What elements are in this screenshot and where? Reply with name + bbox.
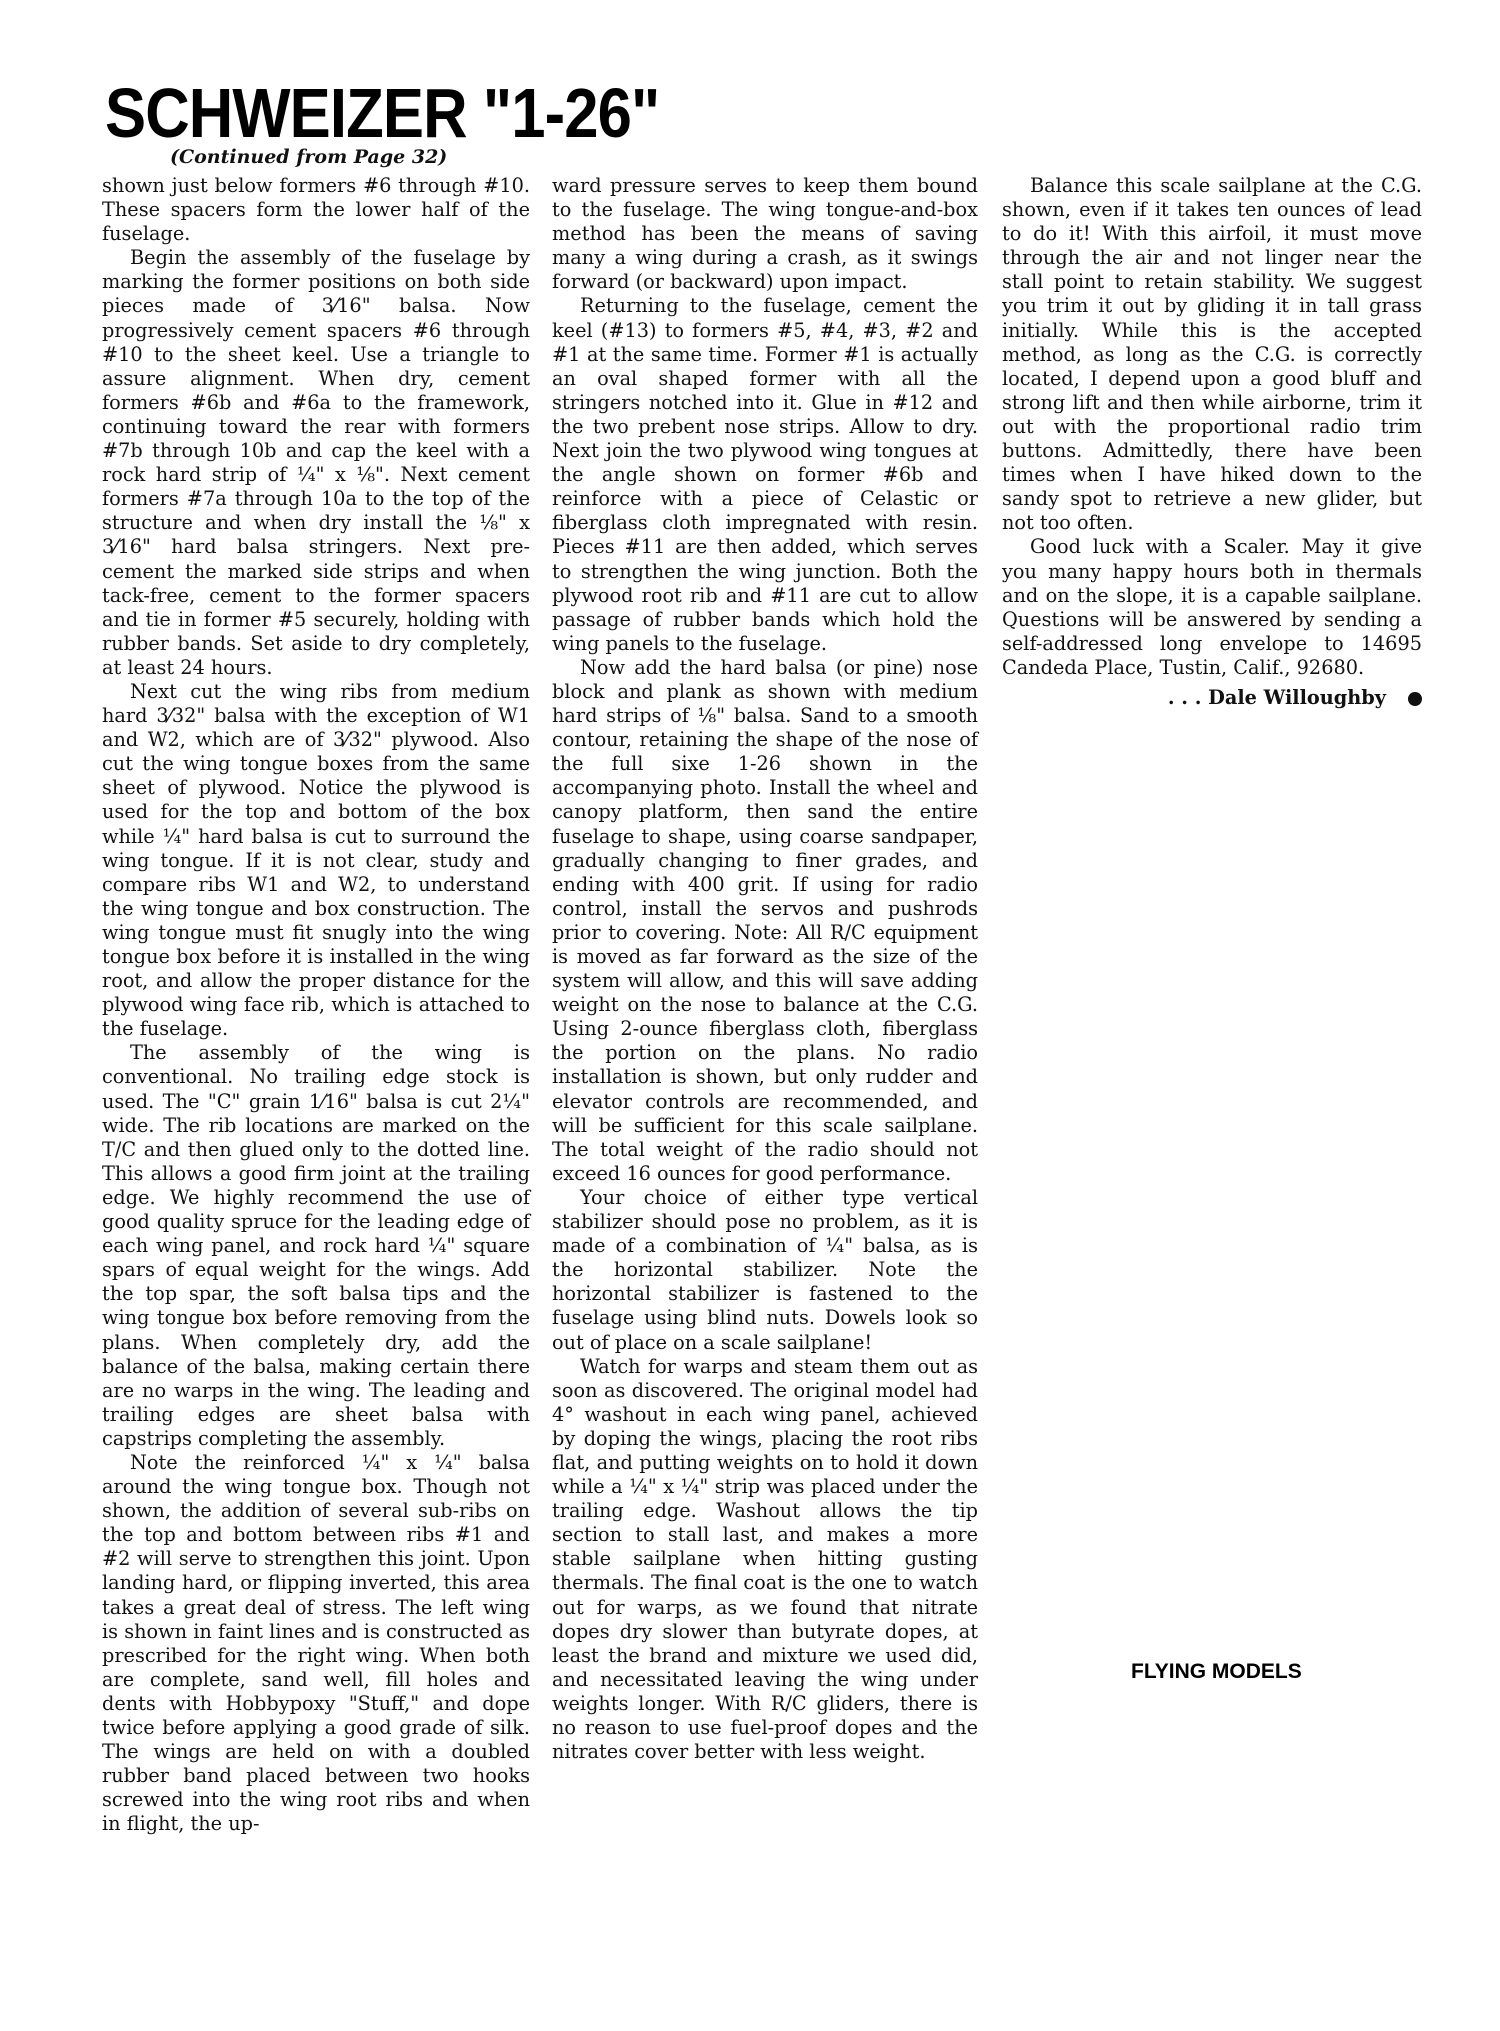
paragraph: Watch for warps and steam them out as soon as discovered. The original model had 4° washout in each wing panel, achieved by doping the wings, placing the root ribs flat, and putting weights on to hold it down while a ¼" x ¼" strip was placed under the trailing edge. Washout allows the tip section to stall last, and makes a more stable sailplane when hitting gusting thermals. The final coat is the one to watch out for warps, as we found that nitrate dopes dry slower than butyrate dopes, at least the brand and mixture we used did, and necessitated leaving the wing under weights longer. With R/C gliders, there is no reason to use fuel-proof dopes and the nitrates cover better with less weight. [552,1354,978,1764]
text-column-3 [1002,174,1422,710]
end-mark-bullet-icon [1408,692,1422,706]
paragraph: Next cut the wing ribs from medium hard 3⁄32" balsa with the exception of W1 and W2, which are of 3⁄32" plywood. Also cut the wing tongue boxes from the same sheet of plywood. Notice the plywood is used for the top and bottom of the box while ¼" hard balsa is cut to surround the wing tongue. If it is not clear, study and compare ribs W1 and W2, to understand the wing tongue and box construction. The wing tongue must fit snugly into the wing tongue box before it is installed in the wing root, and allow the proper distance for the plywood wing face rib, which is attached to the fuselage. [102,679,530,1041]
magazine-name-footer: FLYING MODELS [1131,1660,1302,1683]
text-column-1 [102,174,530,1836]
paragraph: shown just below formers #6 through #10. These spacers form the lower half of the fuselage. [102,174,530,246]
author-name: . . . Dale Willoughby [1167,685,1386,709]
paragraph: Balance this scale sailplane at the C.G. shown, even if it takes ten ounces of lead to do it! With this airfoil, it must move through the air and not linger near the stall point to retain stability. We suggest you trim it out by gliding it in tall grass initially. While this is the accepted method, as long as the C.G. is correctly located, I depend upon a good bluff and strong lift and then while airborne, trim it out with the proportional radio trim buttons. Admittedly, there have been times when I have hiked down to the sandy spot to retrieve a new glider, but not too often. [1002,174,1422,535]
paragraph: The assembly of the wing is conventional. No trailing edge stock is used. The "C" grain 1⁄16" balsa is cut 2¼" wide. The rib locations are marked on the T/C and then glued only to the dotted line. This allows a good firm joint at the trailing edge. We highly recommend the use of good quality spruce for the leading edge of each wing panel, and rock hard ¼" square spars of equal weight for the wings. Add the top spar, the soft balsa tips and the wing tongue box before removing from the plans. When completely dry, add the balance of the balsa, making certain there are no warps in the wing. The leading and trailing edges are sheet balsa with capstrips completing the assembly. [102,1041,530,1450]
paragraph: Now add the hard balsa (or pine) nose block and plank as shown with medium hard strips of ⅛" balsa. Sand to a smooth contour, retaining the shape of the nose of the full sixe 1-26 shown in the accompanying photo. Install the wheel and canopy platform, then sand the entire fuselage to shape, using coarse sandpaper, gradually changing to finer grades, and ending with 400 grit. If using for radio control, install the servos and pushrods prior to covering. Note: All R/C equipment is moved as far forward as the size of the system will allow, and this will save adding weight on the nose to balance at the C.G. Using 2-ounce fiberglass cloth, fiberglass the portion on the plans. No radio installation is shown, but only rudder and elevator controls are recommended, and will be sufficient for this scale sailplane. The total weight of the radio should not exceed 16 ounces for good performance. [552,655,978,1185]
paragraph: Begin the assembly of the fuselage by marking the former positions on both side pieces made of 3⁄16" balsa. Now progressively cement spacers #6 through #10 to the sheet keel. Use a triangle to assure alignment. When dry, cement formers #6b and #6a to the framework, continuing toward the rear with formers #7b through 10b and cap the keel with a rock hard strip of ¼" x ⅛". Next cement formers #7a through 10a to the top of the structure and when dry install the ⅛" x 3⁄16" hard balsa stringers. Next pre-cement the marked side strips and when tack-free, cement to the former spacers and tie in former #5 securely, holding with rubber bands. Set aside to dry completely, at least 24 hours. [102,246,530,679]
paragraph: Note the reinforced ¼" x ¼" balsa around the wing tongue box. Though not shown, the addition of several sub-ribs on the top and bottom between ribs #1 and #2 will serve to strengthen this joint. Upon landing hard, or flipping inverted, this area takes a great deal of stress. The left wing is shown in faint lines and is constructed as prescribed for the right wing. When both are complete, sand well, fill holes and dents with Hobbypoxy "Stuff," and dope twice before applying a good grade of silk. The wings are held on with a doubled rubber band placed between two hooks screwed into the wing root ribs and when in flight, the up- [102,1450,530,1836]
paragraph: Good luck with a Scaler. May it give you many happy hours both in thermals and on the slope, it is a capable sailplane. Questions will be answered by sending a self-addressed long envelope to 14695 Candeda Place, Tustin, Calif., 92680. [1002,535,1422,679]
paragraph: Returning to the fuselage, cement the keel (#13) to formers #5, #4, #3, #2 and #1 at the same time. Former #1 is actually an oval shaped former with all the stringers notched into it. Glue in #12 and the two prebent nose strips. Allow to dry. Next join the two plywood wing tongues at the angle shown on former #6b and reinforce with a piece of Celastic or fiberglass cloth impregnated with resin. Pieces #11 are then added, which serves to strengthen the wing junction. Both the plywood root rib and #11 are cut to allow passage of rubber bands which hold the wing panels to the fuselage. [552,294,978,655]
paragraph: ward pressure serves to keep them bound to the fuselage. The wing tongue-and-box method has been the means of saving many a wing during a crash, as it swings forward (or backward) upon impact. [552,174,978,294]
article-title: SCHWEIZER "1-26" [105,74,660,152]
author-byline [1002,686,1422,710]
continued-from-note: (Continued from Page 32) [170,146,448,168]
paragraph: Your choice of either type vertical stabilizer should pose no problem, as it is made of a combination of ¼" balsa, as is the horizontal stabilizer. Note the horizontal stabilizer is fastened to the fuselage using blind nuts. Dowels look so out of place on a scale sailplane! [552,1185,978,1354]
text-column-2 [552,174,978,1764]
